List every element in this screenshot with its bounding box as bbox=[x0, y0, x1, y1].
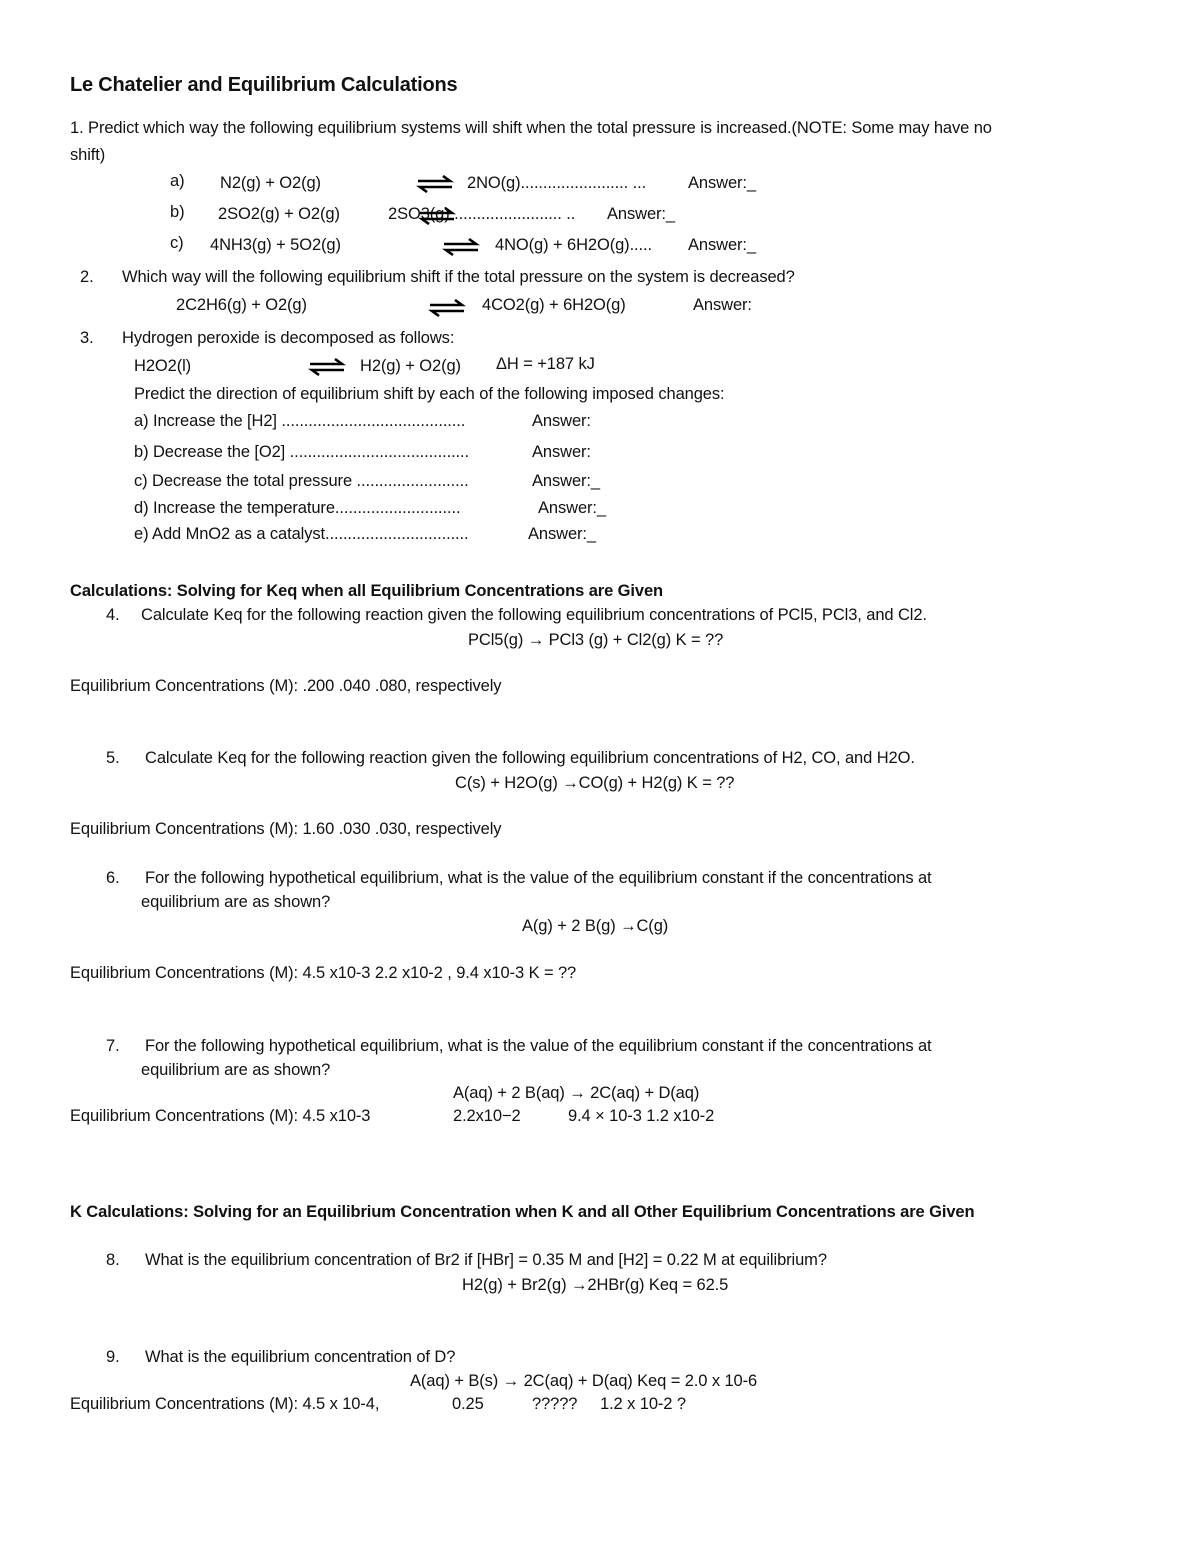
q9-conc-d: 1.2 x 10-2 ? bbox=[600, 1395, 686, 1413]
q7-concentrations: Equilibrium Concentrations (M): 4.5 x10-3 bbox=[70, 1107, 371, 1125]
page-title: Le Chatelier and Equilibrium Calculations bbox=[70, 74, 458, 96]
q3e-change: e) Add MnO2 as a catalyst................................ bbox=[134, 525, 469, 543]
q3a-change: a) Increase the [H2] ......................................... bbox=[134, 412, 466, 430]
q1c-reactants: 4NH3(g) + 5O2(g) bbox=[210, 236, 341, 254]
q1b-label: b) bbox=[170, 203, 185, 221]
q3e-answer: Answer:_ bbox=[528, 525, 596, 543]
q9-equation: A(aq) + B(s) → 2C(aq) + D(aq) Keq = 2.0 x 10-6 bbox=[410, 1372, 758, 1390]
q7-prompt: For the following hypothetical equilibrium, what is the value of the equilibrium constant if the concentrations at bbox=[145, 1037, 932, 1055]
q1a-answer: Answer:_ bbox=[688, 174, 756, 192]
q2-answer: Answer: bbox=[693, 296, 752, 314]
q1c-answer: Answer:_ bbox=[688, 236, 756, 254]
q7-conc-b: 2.2x10−2 bbox=[453, 1107, 521, 1125]
q3d-answer: Answer:_ bbox=[538, 499, 606, 517]
q3c-change: c) Decrease the total pressure ......................... bbox=[134, 472, 469, 490]
q3-instruction: Predict the direction of equilibrium shift by each of the following imposed changes: bbox=[134, 385, 725, 403]
q4-equation: PCl5(g) → PCl3 (g) + Cl2(g) K = ?? bbox=[468, 631, 724, 649]
q1b-products: 2SO3(g) ........................ .. bbox=[388, 205, 576, 223]
equilibrium-arrow-icon bbox=[308, 358, 346, 376]
q3-number: 3. bbox=[80, 329, 94, 347]
q3a-answer: Answer: bbox=[532, 412, 591, 430]
q6-number: 6. bbox=[106, 869, 120, 887]
q9-conc-c: ????? bbox=[532, 1395, 578, 1413]
q3d-change: d) Increase the temperature............................ bbox=[134, 499, 461, 517]
section-heading-keq: Calculations: Solving for Keq when all Equilibrium Concentrations are Given bbox=[70, 582, 664, 600]
q3b-change: b) Decrease the [O2] ........................................ bbox=[134, 443, 470, 461]
q2-number: 2. bbox=[80, 268, 94, 286]
q2-reactants: 2C2H6(g) + O2(g) bbox=[176, 296, 307, 314]
q3-prompt: Hydrogen peroxide is decomposed as follows: bbox=[122, 329, 455, 347]
q4-number: 4. bbox=[106, 606, 120, 624]
q2-prompt: Which way will the following equilibrium shift if the total pressure on the system is decreased? bbox=[122, 268, 795, 286]
q7-prompt-continued: equilibrium are as shown? bbox=[141, 1061, 331, 1079]
q3b-answer: Answer: bbox=[532, 443, 591, 461]
q3-products: H2(g) + O2(g) bbox=[360, 357, 461, 375]
q8-prompt: What is the equilibrium concentration of Br2 if [HBr] = 0.35 M and [H2] = 0.22 M at equilibrium? bbox=[145, 1251, 827, 1269]
q1-prompt: 1. Predict which way the following equilibrium systems will shift when the total pressure is increased.(NOTE: Some may have no bbox=[70, 119, 992, 137]
q4-prompt: Calculate Keq for the following reaction given the following equilibrium concentrations of PCl5, PCl3, and Cl2. bbox=[141, 606, 927, 624]
q1a-products: 2NO(g)........................ ... bbox=[467, 174, 647, 192]
q3-enthalpy: ΔH = +187 kJ bbox=[496, 355, 595, 373]
q9-number: 9. bbox=[106, 1348, 120, 1366]
section-heading-k-calculations: K Calculations: Solving for an Equilibrium Concentration when K and all Other Equilibrium Concentrations are Given bbox=[70, 1203, 975, 1221]
q7-number: 7. bbox=[106, 1037, 120, 1055]
equilibrium-arrow-icon bbox=[428, 299, 466, 317]
q7-equation: A(aq) + 2 B(aq) → 2C(aq) + D(aq) bbox=[453, 1084, 700, 1102]
q7-conc-c-d: 9.4 × 10-3 1.2 x10-2 bbox=[568, 1107, 715, 1125]
q5-concentrations: Equilibrium Concentrations (M): 1.60 .030 .030, respectively bbox=[70, 820, 502, 838]
q1b-reactants: 2SO2(g) + O2(g) bbox=[218, 205, 340, 223]
q5-number: 5. bbox=[106, 749, 120, 767]
q1c-label: c) bbox=[170, 234, 184, 252]
q9-conc-b: 0.25 bbox=[452, 1395, 484, 1413]
q1a-reactants: N2(g) + O2(g) bbox=[220, 174, 321, 192]
q1b-answer: Answer:_ bbox=[607, 205, 675, 223]
q6-equation: A(g) + 2 B(g) →C(g) bbox=[522, 917, 669, 935]
q8-number: 8. bbox=[106, 1251, 120, 1269]
q9-prompt: What is the equilibrium concentration of D? bbox=[145, 1348, 456, 1366]
q1a-label: a) bbox=[170, 172, 185, 190]
q8-equation: H2(g) + Br2(g) →2HBr(g) Keq = 62.5 bbox=[462, 1276, 729, 1294]
q6-prompt: For the following hypothetical equilibrium, what is the value of the equilibrium constant if the concentrations at bbox=[145, 869, 932, 887]
q1-prompt-continued: shift) bbox=[70, 146, 106, 164]
q5-prompt: Calculate Keq for the following reaction given the following equilibrium concentrations of H2, CO, and H2O. bbox=[145, 749, 915, 767]
equilibrium-arrow-icon bbox=[416, 175, 454, 193]
q2-products: 4CO2(g) + 6H2O(g) bbox=[482, 296, 626, 314]
equilibrium-arrow-icon bbox=[442, 238, 480, 256]
q6-concentrations: Equilibrium Concentrations (M): 4.5 x10-3 2.2 x10-2 , 9.4 x10-3 K = ?? bbox=[70, 964, 577, 982]
equilibrium-arrow-icon bbox=[418, 207, 456, 225]
q3-reactant: H2O2(l) bbox=[134, 357, 192, 375]
q3c-answer: Answer:_ bbox=[532, 472, 600, 490]
q6-prompt-continued: equilibrium are as shown? bbox=[141, 893, 331, 911]
q1c-products: 4NO(g) + 6H2O(g)..... bbox=[495, 236, 652, 254]
q9-concentrations: Equilibrium Concentrations (M): 4.5 x 10-4, bbox=[70, 1395, 380, 1413]
q4-concentrations: Equilibrium Concentrations (M): .200 .040 .080, respectively bbox=[70, 677, 502, 695]
q5-equation: C(s) + H2O(g) →CO(g) + H2(g) K = ?? bbox=[455, 774, 735, 792]
